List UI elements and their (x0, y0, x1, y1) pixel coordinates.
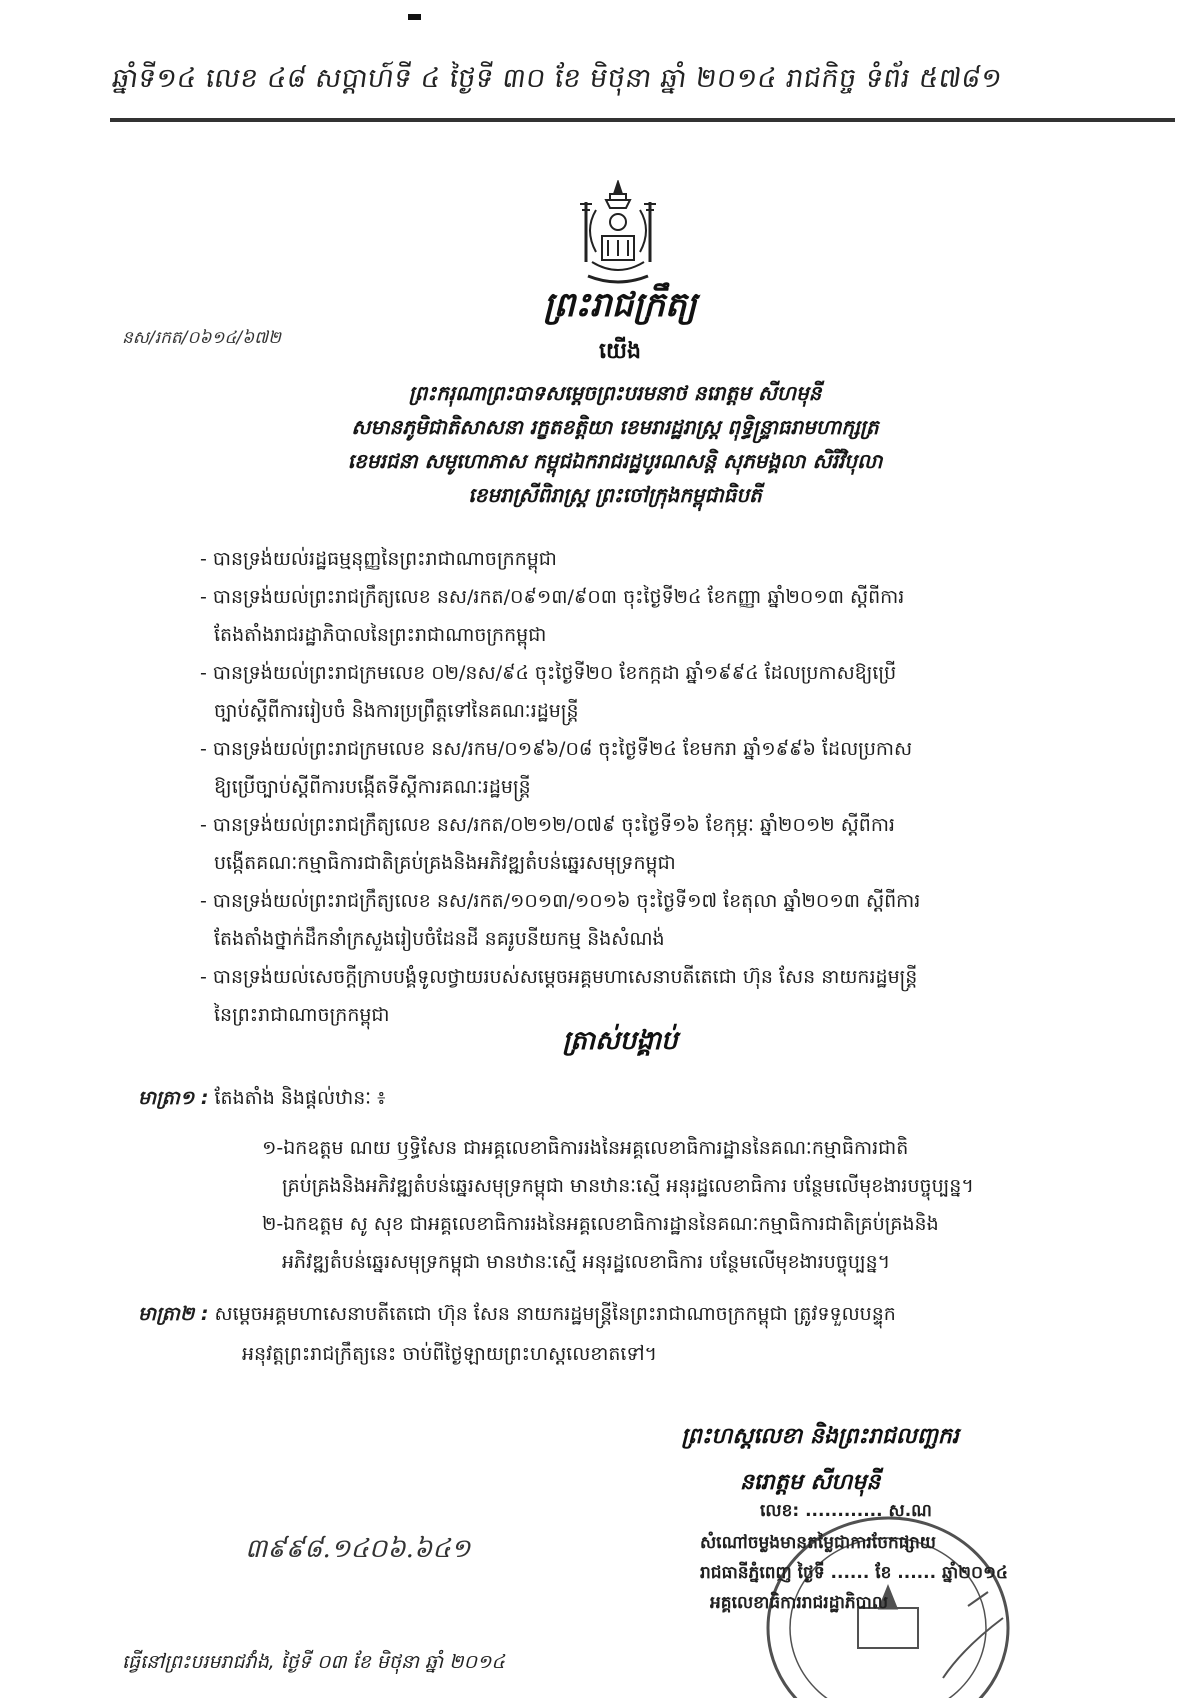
consideration-line: - បានទ្រង់យល់ព្រះរាជក្រមលេខ នស/រកម/០១៩៦/០៨ ចុះថ្ងៃទី២៤ ខែមករា ឆ្នាំ១៩៩៦ ដែលប្រកាស (200, 738, 913, 760)
article-1-label: មាត្រា១ : (138, 1087, 209, 1109)
scan-artifact (408, 14, 421, 20)
place-and-date: ធ្វើនៅព្រះបរមរាជវាំង, ថ្ងៃទី ០៣ ខែ មិថុនា ឆ្នាំ ២០១៤ (122, 1651, 505, 1673)
king-title-line: សមានភូមិជាតិសាសនា រក្ខតខត្តិយា ខេមរារដ្ឋរាស្ត្រ ពុទ្ធិន្ទ្រាធរាមហាក្សត្រ (351, 415, 879, 439)
signatory-name: នរោត្តម សីហមុនី (739, 1470, 881, 1495)
royal-emblem-icon (568, 180, 668, 288)
copy-place-date: រាជធានីភ្នំពេញ ថ្ងៃទី ...... ខែ ...... ឆ្នាំ២០១៤ (700, 1563, 1008, 1583)
reference-number: នស/រកត/០៦១៤/៦៧២ (122, 328, 281, 348)
article-1-item: ២-ឯកឧត្តម សូ សុខ ជាអគ្គលេខាធិការរងនៃអគ្គលេខាធិការដ្ឋាននៃគណៈកម្មាធិការជាតិគ្រប់គ្រងនិង (262, 1213, 939, 1235)
article-1-text: តែងតាំង និងផ្តល់ឋានៈ ៖ (214, 1087, 386, 1109)
consideration-line: - បានទ្រង់យល់សេចក្តីក្រាបបង្គំទូលថ្វាយរបស់សម្តេចអគ្គមហាសេនាបតីតេជោ ហ៊ុន សែន នាយករដ្ឋមន្ត្រី (200, 966, 918, 988)
consideration-line: នៃព្រះរាជាណាចក្រកម្ពុជា (214, 1004, 390, 1026)
consideration-line: តែងតាំងរាជរដ្ឋាភិបាលនៃព្រះរាជាណាចក្រកម្ពុជា (214, 624, 547, 646)
consideration-line: - បានទ្រង់យល់ព្រះរាជក្រឹត្យលេខ នស/រកត/០២១២/០៧៩ ចុះថ្ងៃទី១៦ ខែកុម្ភៈ ឆ្នាំ២០១២ ស្តីពីការ (200, 814, 895, 836)
considerations-list (200, 540, 1100, 1034)
copy-certification: សំណៅចម្លងមានតម្លៃជាការចែកផ្សាយ (700, 1533, 936, 1553)
article-1-item: អភិវឌ្ឍតំបន់ឆ្នេរសមុទ្រកម្ពុជា មានឋានៈស្មើ អនុរដ្ឋលេខាធិការ បន្ថែមលើមុខងារបច្ចុប្បន្ន។ (282, 1251, 891, 1273)
consideration-line: - បានទ្រង់យល់ព្រះរាជក្រឹត្យលេខ នស/រកត/០៩១៣/៩០៣ ចុះថ្ងៃទី២៤ ខែកញ្ញា ឆ្នាំ២០១៣ ស្តីពីការ (200, 586, 905, 608)
article-1 (138, 1086, 385, 1114)
article-2-text: សម្តេចអគ្គមហាសេនាបតីតេជោ ហ៊ុន សែន នាយករដ្ឋមន្ត្រីនៃព្រះរាជាណាចក្រកម្ពុជា ត្រូវទទួលបន្ទុក (214, 1303, 896, 1325)
article-2-text: អនុវត្តព្រះរាជក្រឹត្យនេះ ចាប់ពីថ្ងៃឡាយព្រះហស្តលេខាតទៅ។ (242, 1343, 658, 1365)
consideration-line: តែងតាំងថ្នាក់ដឹកនាំក្រសួងរៀបចំដែនដី នគរូបនីយកម្ម និងសំណង់ (214, 928, 665, 950)
header-rule (110, 118, 1175, 122)
article-1-item: ១-ឯកឧត្តម ណយ ឫទ្ធិសែន ជាអគ្គលេខាធិការរងនៃអគ្គលេខាធិការដ្ឋាននៃគណៈកម្មាធិការជាតិ (262, 1137, 909, 1159)
consideration-line: ឱ្យប្រើច្បាប់ស្តីពីការបង្កើតទីស្តីការគណៈរដ្ឋមន្ត្រី (214, 776, 531, 798)
copy-authority: អគ្គលេខាធិការរាជរដ្ឋាភិបាល (710, 1593, 889, 1613)
article-2 (138, 1302, 896, 1330)
king-title-line: ព្រះករុណាព្រះបាទសម្តេចព្រះបរមនាថ នរោត្តម សីហមុនី (408, 381, 822, 405)
article-2-label: មាត្រា២ : (138, 1303, 209, 1325)
gazette-header: ឆ្នាំទី១៤ លេខ ៤៨ សប្តាហ៍ទី ៤ ថ្ងៃទី ៣០ ខែ មិថុនា ឆ្នាំ ២០១៤ រាជកិច្ច ទំព័រ ៥៧៨១ (110, 63, 1005, 94)
document-title: ព្រះរាជក្រឹត្យ (543, 285, 697, 325)
consideration-line: - បានទ្រង់យល់រដ្ឋធម្មនុញ្ញនៃព្រះរាជាណាចក្រកម្ពុជា (200, 548, 557, 570)
decree-heading: ត្រាស់បង្គាប់ (562, 1026, 678, 1056)
consideration-line: - បានទ្រង់យល់ព្រះរាជក្រមលេខ ០២/នស/៩៤ ចុះថ្ងៃទី២០ ខែកក្កដា ឆ្នាំ១៩៩៤ ដែលប្រកាសឱ្យប្រើ (200, 662, 897, 684)
consideration-line: ច្បាប់ស្តីពីការរៀបចំ និងការប្រព្រឹត្តទៅនៃគណៈរដ្ឋមន្ត្រី (214, 700, 579, 722)
consideration-line: បង្កើតគណៈកម្មាធិការជាតិគ្រប់គ្រងនិងអភិវឌ្ឍតំបន់ឆ្នេរសមុទ្រកម្ពុជា (214, 852, 676, 874)
signature-role: ព្រះហស្តលេខា និងព្រះរាជលញ្ឆករ (681, 1424, 959, 1449)
handwritten-number: ៣៩៩៨.១៤០៦.៦៤១ (245, 1534, 471, 1564)
consideration-line: - បានទ្រង់យល់ព្រះរាជក្រឹត្យលេខ នស/រកត/១០១៣/១០១៦ ចុះថ្ងៃទី១៧ ខែតុលា ឆ្នាំ២០១៣ ស្តីពីការ (200, 890, 921, 912)
copy-number: លេខ: ............ ស.ណ (760, 1501, 932, 1521)
king-title-line: ខេមរជនា សមូហោភាស កម្ពុជឯករាជរដ្ឋបូរណសន្តិ សុភមង្គលា សិរីវិបុលា (347, 449, 883, 473)
royal-we: យើង (599, 339, 641, 364)
king-title-line: ខេមរាស្រីពិរាស្ត្រ ព្រះចៅក្រុងកម្ពុជាធិបតី (468, 483, 762, 507)
article-1-item: គ្រប់គ្រងនិងអភិវឌ្ឍតំបន់ឆ្នេរសមុទ្រកម្ពុជា មានឋានៈស្មើ អនុរដ្ឋលេខាធិការ បន្ថែមលើមុខងារបច្ចុប្បន្ន។ (282, 1175, 974, 1197)
